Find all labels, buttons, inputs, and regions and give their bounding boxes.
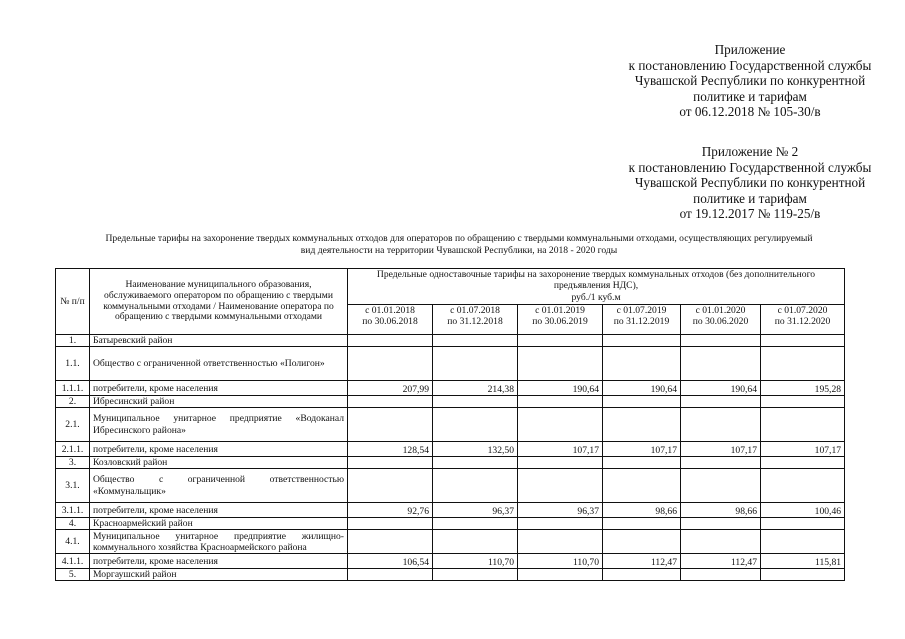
period-to: по 30.06.2018 [362,316,418,327]
operator-name: Общество с ограниченной ответственностью «Полигон» [90,347,348,381]
appendix-1-line: Приложение [714,42,786,57]
operator-name: Муниципальное унитарное предприятие жилищно-коммунального хозяйства Красноармейского района [90,530,348,554]
tariff-value: 107,17 [681,442,761,457]
tariff-value: 96,37 [433,503,518,518]
period-to: по 31.12.2018 [447,316,503,327]
period-from: с 01.07.2018 [450,305,500,316]
operator-number: 1.1. [56,347,90,381]
consumer-label: потребители, кроме населения [90,381,348,396]
tariff-value: 92,76 [348,503,433,518]
tariff-value: 190,64 [681,381,761,396]
consumer-number: 1.1.1. [56,381,90,396]
tariff-value: 98,66 [681,503,761,518]
district-row [56,335,845,347]
district-row [56,518,845,530]
consumer-number: 3.1.1. [56,503,90,518]
caption-line-2: вид деятельности на территории Чувашской Республики, на 2018 - 2020 годы [300,244,618,256]
tariff-table [55,268,845,581]
appendix-1-header [600,42,900,120]
period-to: по 31.12.2019 [613,316,670,327]
header-period [518,305,603,335]
district-number: 4. [56,518,90,530]
header-unit: руб./1 куб.м [571,291,621,303]
header-period [433,305,518,335]
tariff-value: 115,81 [761,554,845,569]
header-tariff-title: Предельные одноставочные тарифы на захоронение твердых коммунальных отходов (без дополнительного предъявления НДС), [376,269,816,292]
tariff-value: 214,38 [433,381,518,396]
period-from: с 01.07.2020 [777,305,828,316]
district-name: Козловский район [90,457,348,469]
operator-name: Общество с ограниченной ответственностью «Коммунальщик» [90,469,348,503]
district-name: Ибресинский район [90,396,348,408]
tariff-value: 112,47 [603,554,681,569]
appendix-2-line: Чувашской Республики по конкурентной [634,175,866,191]
consumer-row [56,503,845,518]
consumer-number: 2.1.1. [56,442,90,457]
table-caption [40,233,878,256]
tariff-value: 132,50 [433,442,518,457]
operator-row [56,347,845,381]
period-from: с 01.01.2019 [535,305,585,316]
tariff-value: 100,46 [761,503,845,518]
district-number: 5. [56,569,90,581]
tariff-value: 107,17 [603,442,681,457]
appendix-1-line: от 06.12.2018 № 105-30/в [679,104,821,120]
header-tariff-group [348,269,845,305]
tariff-value: 107,17 [761,442,845,457]
header-period [681,305,761,335]
operator-number: 2.1. [56,408,90,442]
tariff-value: 110,70 [433,554,518,569]
consumer-row [56,554,845,569]
district-number: 2. [56,396,90,408]
tariff-value: 207,99 [348,381,433,396]
tariff-value: 195,28 [761,381,845,396]
period-from: с 01.07.2019 [616,305,667,316]
appendix-2-line: политике и тарифам [693,190,807,206]
operator-row [56,530,845,554]
district-number: 3. [56,457,90,469]
tariff-value: 128,54 [348,442,433,457]
consumer-label: потребители, кроме населения [90,554,348,569]
appendix-2-header [600,144,900,222]
tariff-value: 107,17 [518,442,603,457]
district-row [56,457,845,469]
appendix-2-line: от 19.12.2017 № 119-25/в [679,206,821,222]
tariff-value: 96,37 [518,503,603,518]
district-number: 1. [56,335,90,347]
operator-number: 4.1. [56,530,90,554]
consumer-row [56,442,845,457]
appendix-2-line: Приложение № 2 [701,144,799,159]
operator-number: 3.1. [56,469,90,503]
tariff-value: 110,70 [518,554,603,569]
operator-name: Муниципальное унитарное предприятие «Водоканал Ибресинского района» [90,408,348,442]
period-from: с 01.01.2018 [365,305,415,316]
district-row [56,396,845,408]
district-name: Моргаушский район [90,569,348,581]
tariff-value: 190,64 [518,381,603,396]
appendix-1-line: политике и тарифам [693,88,807,104]
tariff-value: 106,54 [348,554,433,569]
period-to: по 30.06.2020 [692,316,749,327]
operator-row [56,408,845,442]
period-to: по 31.12.2020 [774,316,831,327]
header-period [603,305,681,335]
appendix-1-line: Чувашской Республики по конкурентной [634,73,866,89]
operator-row [56,469,845,503]
caption-line-1: Предельные тарифы на захоронение твердых коммунальных отходов для операторов по обращению с твердыми коммунальными отходами, осуществляющих регулируемый [105,233,813,244]
period-from: с 01.01.2020 [695,305,746,316]
consumer-number: 4.1.1. [56,554,90,569]
consumer-label: потребители, кроме населения [90,503,348,518]
district-name: Батыревский район [90,335,348,347]
header-period [761,305,845,335]
district-name: Красноармейский район [90,518,348,530]
consumer-label: потребители, кроме населения [90,442,348,457]
header-period [348,305,433,335]
district-row [56,569,845,581]
tariff-value: 112,47 [681,554,761,569]
consumer-row [56,381,845,396]
appendix-1-line: к постановлению Государственной службы [628,57,872,73]
tariff-value: 190,64 [603,381,681,396]
header-name: Наименование муниципального образования, обслуживаемого оператором по обращению с твердыми коммунальными отходами / Наименование оператора по обращению с твердыми коммунальными отходами [90,269,348,335]
header-number: № п/п [56,269,90,335]
period-to: по 30.06.2019 [532,316,588,327]
tariff-value: 98,66 [603,503,681,518]
appendix-2-line: к постановлению Государственной службы [628,159,872,175]
